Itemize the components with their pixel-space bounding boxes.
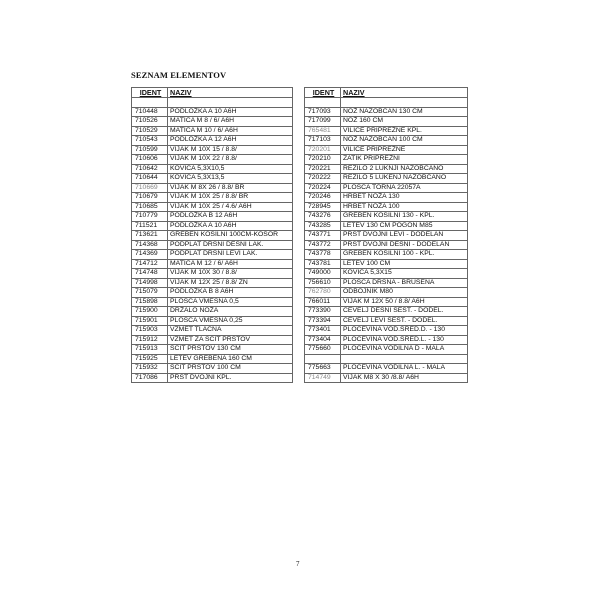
table-row [132,202,293,212]
naziv-cell [168,98,293,108]
ident-cell: 773394 [305,316,341,326]
table-row [305,136,468,146]
header-naziv: NAZIV [341,88,468,98]
naziv-cell: PLOČEVINA VOD.SRED.D. - 130 [341,326,468,336]
ident-cell: 714749 [305,373,341,383]
table-row [305,183,468,193]
naziv-cell: PODLOŽKA B 12 A6H [168,212,293,222]
ident-cell: 743781 [305,259,341,269]
naziv-cell: KOVICA 5,3X15 [341,269,468,279]
table-row [132,212,293,222]
ident-cell [132,98,168,108]
ident-cell [305,98,341,108]
header-ident: IDENT [132,88,168,98]
naziv-cell: HRBET NOŽA 100 [341,202,468,212]
naziv-cell: ČEVELJ DESNI SEST. - DODEL. [341,307,468,317]
table-row [305,221,468,231]
ident-cell: 715898 [132,297,168,307]
ident-cell: 710529 [132,126,168,136]
table-row [305,288,468,298]
ident-cell: 773404 [305,335,341,345]
naziv-cell: PODLOŽKA A 12 A6H [168,136,293,146]
naziv-cell: GREBEN KOSILNI 100CM-KOSOR [168,231,293,241]
ident-cell: 710644 [132,174,168,184]
naziv-cell [341,354,468,364]
table-row [305,297,468,307]
naziv-cell: PLOČEVINA VODILNA L. - MALA [341,364,468,374]
ident-cell: 710642 [132,164,168,174]
naziv-cell: LETEV GREBENA 160 CM [168,354,293,364]
ident-cell: 720201 [305,145,341,155]
naziv-cell: VILICE PRIPREŽNE [341,145,468,155]
naziv-cell: VIJAK M 12X 25 / 8.8/ ZN [168,278,293,288]
table-row [305,250,468,260]
table-row [305,326,468,336]
naziv-cell: VIJAK M 10X 22 / 8.8/ [168,155,293,165]
naziv-cell [341,98,468,108]
table-row [305,316,468,326]
table-row [132,240,293,250]
naziv-cell: DRŽALO NOŽA [168,307,293,317]
table-row [305,212,468,222]
naziv-cell: PODPLAT DRSNI DESNI LAK. [168,240,293,250]
table-row [132,174,293,184]
table-row [132,98,293,108]
ident-cell: 720224 [305,183,341,193]
table-row [132,335,293,345]
table-row [305,307,468,317]
ident-cell: 717103 [305,136,341,146]
table-row [305,269,468,279]
naziv-cell: VIJAK M8 X 30 /8.8/ A6H [341,373,468,383]
ident-cell: 714998 [132,278,168,288]
naziv-cell: PRST DVOJNI LEVI - DODELAN [341,231,468,241]
ident-cell: 710448 [132,107,168,117]
table-row [132,250,293,260]
naziv-cell: NOŽ NAZOBČAN 100 CM [341,136,468,146]
ident-cell: 710526 [132,117,168,127]
table-row [132,297,293,307]
ident-cell: 773390 [305,307,341,317]
ident-cell: 720210 [305,155,341,165]
table-row [132,193,293,203]
ident-cell: 743771 [305,231,341,241]
naziv-cell: ŠČIT PRSTOV 130 CM [168,345,293,355]
naziv-cell: HRBET NOŽA 130 [341,193,468,203]
naziv-cell: MATICA M 12 / 6/ A6H [168,259,293,269]
naziv-cell: PODLOŽKA A 10 A6H [168,221,293,231]
naziv-cell: REZILO 5 LUKENJ NAZOBČANO [341,174,468,184]
ident-cell: 717099 [305,117,341,127]
naziv-cell: PRST DVOJNI DESNI - DODELAN [341,240,468,250]
naziv-cell: VIJAK M 12X 50 / 8.8/ A6H [341,297,468,307]
table-row [305,335,468,345]
ident-cell: 715913 [132,345,168,355]
ident-cell: 765481 [305,126,341,136]
naziv-cell: REZILO 2 LUKNJI NAZOBČANO [341,164,468,174]
ident-cell: 715900 [132,307,168,317]
naziv-cell: VILICE PRIPREŽNE KPL. [341,126,468,136]
table-row [132,259,293,269]
ident-cell: 720222 [305,174,341,184]
table-header-row [305,88,468,98]
naziv-cell: PLOČEVINA VODILNA D - MALA [341,345,468,355]
naziv-cell: PODLOŽKA A 10 A6H [168,107,293,117]
ident-cell: 710669 [132,183,168,193]
naziv-cell: ODBOJNIK M80 [341,288,468,298]
table-row [132,307,293,317]
table-row [305,107,468,117]
naziv-cell: PLOŠČA VMESNA 0,5 [168,297,293,307]
table-header-row [132,88,293,98]
ident-cell: 715912 [132,335,168,345]
naziv-cell: NOŽ 160 CM [341,117,468,127]
table-row [305,202,468,212]
elements-table-right [304,87,468,383]
ident-cell: 728945 [305,202,341,212]
header-ident: IDENT [305,88,341,98]
ident-cell: 775663 [305,364,341,374]
ident-cell: 775660 [305,345,341,355]
table-row [305,155,468,165]
ident-cell: 720221 [305,164,341,174]
table-row [305,259,468,269]
table-row [132,354,293,364]
table-row [132,231,293,241]
ident-cell: 714712 [132,259,168,269]
naziv-cell: LETEV 130 CM POGON M85 [341,221,468,231]
ident-cell: 715901 [132,316,168,326]
ident-cell [305,354,341,364]
ident-cell: 710606 [132,155,168,165]
ident-cell: 710543 [132,136,168,146]
table-row [132,288,293,298]
page-number: 7 [296,560,300,568]
naziv-cell: PODLOŽKA B 8 A6H [168,288,293,298]
table-row [132,221,293,231]
table-row [305,174,468,184]
table-row [132,364,293,374]
naziv-cell: ČEVELJ LEVI SEST. - DODEL. [341,316,468,326]
naziv-cell: PRST DVOJNI KPL. [168,373,293,383]
table-row [305,98,468,108]
table-row [132,117,293,127]
table-row [305,364,468,374]
ident-cell: 715903 [132,326,168,336]
table-row [305,145,468,155]
naziv-cell: VIJAK M 8X 26 / 8.8/ BR [168,183,293,193]
table-row [305,117,468,127]
ident-cell: 749000 [305,269,341,279]
naziv-cell: KOVICA 5,3X13,5 [168,174,293,184]
naziv-cell: LETEV 100 CM [341,259,468,269]
table-row [132,269,293,279]
naziv-cell: VIJAK M 10X 15 / 8.8/ [168,145,293,155]
ident-cell: 743772 [305,240,341,250]
naziv-cell: PODPLAT DRSNI LEVI LAK. [168,250,293,260]
naziv-cell: GREBEN KOSILNI 100 - KPL. [341,250,468,260]
table-row [132,345,293,355]
ident-cell: 743285 [305,221,341,231]
page-title: SEZNAM ELEMENTOV [131,70,227,80]
naziv-cell: NOŽ NAZOBČAN 130 CM [341,107,468,117]
ident-cell: 710685 [132,202,168,212]
ident-cell: 743276 [305,212,341,222]
ident-cell: 717093 [305,107,341,117]
table-row [132,155,293,165]
ident-cell: 710779 [132,212,168,222]
table-row [305,164,468,174]
naziv-cell: VIJAK M 10X 25 / 4.6/ A6H [168,202,293,212]
ident-cell: 715925 [132,354,168,364]
naziv-cell: MATICA M 8 / 6/ A6H [168,117,293,127]
naziv-cell: PLOŠČA DRSNA - BRUŠENA [341,278,468,288]
ident-cell: 756610 [305,278,341,288]
naziv-cell: ŠČIT PRSTOV 100 CM [168,364,293,374]
ident-cell: 714368 [132,240,168,250]
table-row [132,373,293,383]
elements-table-left [131,87,293,383]
ident-cell: 766011 [305,297,341,307]
table-row [132,107,293,117]
naziv-cell: PLOČEVINA VOD.SRED.L. - 130 [341,335,468,345]
ident-cell: 715932 [132,364,168,374]
table-row [305,193,468,203]
table-row [305,240,468,250]
ident-cell: 743778 [305,250,341,260]
naziv-cell: PLOŠČA VMESNA 0,25 [168,316,293,326]
ident-cell: 713621 [132,231,168,241]
ident-cell: 717086 [132,373,168,383]
ident-cell: 715079 [132,288,168,298]
ident-cell: 714369 [132,250,168,260]
naziv-cell: VZMET TLAČNA [168,326,293,336]
naziv-cell: PLOŠČA TORNA 22057A [341,183,468,193]
ident-cell: 720246 [305,193,341,203]
table-row [305,231,468,241]
table-row [305,373,468,383]
ident-cell: 714748 [132,269,168,279]
naziv-cell: VZMET ZA ŠČIT PRSTOV [168,335,293,345]
table-row [305,126,468,136]
ident-cell: 710679 [132,193,168,203]
table-row [305,278,468,288]
ident-cell: 762780 [305,288,341,298]
naziv-cell: VIJAK M 10X 25 / 8.8/ BR [168,193,293,203]
naziv-cell: KOVICA 5,3X10,5 [168,164,293,174]
ident-cell: 711521 [132,221,168,231]
naziv-cell: ZATIK PRIPREŽNI [341,155,468,165]
naziv-cell: GREBEN KOSILNI 130 - KPL. [341,212,468,222]
table-row [132,316,293,326]
table-row [132,164,293,174]
table-row [132,183,293,193]
naziv-cell: VIJAK M 10X 30 / 8.8/ [168,269,293,279]
ident-cell: 710599 [132,145,168,155]
table-row [305,345,468,355]
table-row [132,326,293,336]
table-row [132,278,293,288]
ident-cell: 773401 [305,326,341,336]
table-row [132,126,293,136]
table-row [132,145,293,155]
table-row [305,354,468,364]
table-row [132,136,293,146]
header-naziv: NAZIV [168,88,293,98]
naziv-cell: MATICA M 10 / 6/ A6H [168,126,293,136]
